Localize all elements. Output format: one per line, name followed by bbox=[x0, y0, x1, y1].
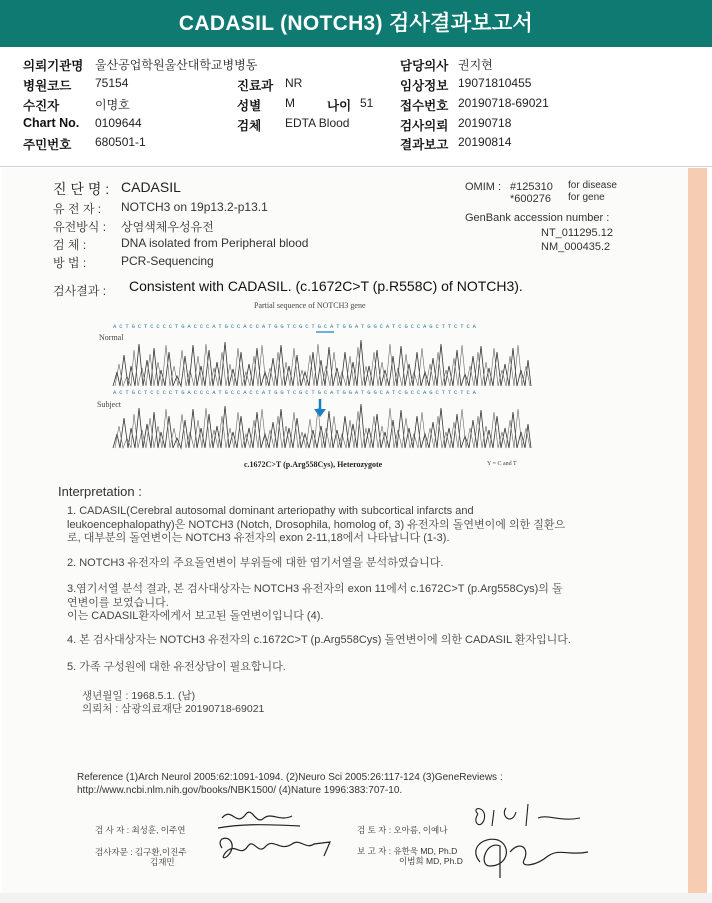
result-text: Consistent with CADASIL. (c.1672C>T (p.R558C) of NOTCH3). bbox=[129, 278, 523, 294]
omim-label: OMIM : bbox=[465, 181, 502, 193]
receipt-no-label: 접수번호 bbox=[400, 99, 449, 113]
report-date: 20190814 bbox=[458, 135, 512, 149]
interpretation-item-2: 2. NOTCH3 유전자의 주요돌연변이 부위들에 대한 염기서열을 분석하였습니다. bbox=[67, 557, 444, 569]
reporter-label-2: 이범희 MD, Ph.D bbox=[399, 856, 463, 866]
result-label: 검사결과 : bbox=[53, 284, 107, 298]
department: NR bbox=[285, 76, 303, 90]
physician: 권지현 bbox=[458, 58, 493, 72]
normal-label: Normal bbox=[99, 333, 124, 342]
interpretation-item-1-line-2: leukoencephalopathy)은 NOTCH3 (Notch, Drosophila, homolog of, 3) 유전자의 돌연변이에 의한 질환으 bbox=[67, 518, 566, 531]
referring-hospital-label: 의뢰기관명 bbox=[23, 59, 84, 73]
inheritance: 상염색체우성유전 bbox=[121, 220, 214, 234]
reference-line-2: http://www.ncbi.nlm.nih.gov/books/NBK1500/ (4)Nature 1996:383:707-10. bbox=[77, 785, 403, 796]
gene-label: 유 전 자 : bbox=[53, 202, 102, 216]
sequence-normal: A C T G C T C C C C T G A C C C A T G C C A C C A T G G T C G C T G C A T G G A T G G C A T C G C C A G C T T C T C A bbox=[113, 323, 476, 330]
subject-label: Subject bbox=[97, 400, 121, 409]
reference-line-1: Reference (1)Arch Neurol 2005:62:1091-1094. (2)Neuro Sci 2005:26:117-124 (3)GeneReviews : bbox=[77, 772, 503, 783]
diagnosis-label: 진 단 명 : bbox=[53, 181, 110, 197]
genbank-nm: NM_000435.2 bbox=[541, 241, 611, 253]
interpretation-item-4: 4. 본 검사대상자는 NOTCH3 유전자의 c.1672C>T (p.Arg558Cys) 돌연변이에 의한 CADASIL 환자입니다. bbox=[67, 634, 571, 646]
specimen-dna: DNA isolated from Peripheral blood bbox=[121, 236, 309, 250]
omim-disease-id: #125310 bbox=[510, 181, 553, 193]
sequence-subject: A C T G C T C C C C T G A C C C A T G C C A C C A T G G T C G C T G C A T G G A T G G C A T C G C C A G C T T C T C A bbox=[113, 389, 476, 396]
method-label: 방 법 : bbox=[53, 256, 87, 270]
interpretation-item-3-line-2: 연변이를 보였습니다. bbox=[67, 596, 169, 609]
chart-no-label: Chart No. bbox=[23, 116, 80, 130]
resident-no-label: 주민번호 bbox=[23, 138, 72, 152]
interpretation-heading: Interpretation : bbox=[58, 484, 142, 499]
receipt-no: 20190718-69021 bbox=[458, 96, 549, 110]
method: PCR-Sequencing bbox=[121, 254, 214, 268]
figure-caption: c.1672C>T (p.Arg558Cys), Heterozygote bbox=[244, 460, 383, 469]
omim-gene-desc: for gene bbox=[568, 192, 605, 203]
specimen: EDTA Blood bbox=[285, 116, 350, 130]
tester-label: 검 사 자 : 최성훈, 이주연 bbox=[95, 825, 186, 835]
specimen-label: 검체 bbox=[237, 119, 262, 133]
chart-no: 0109644 bbox=[95, 116, 142, 130]
references bbox=[77, 771, 557, 797]
requester: 의뢰처 : 삼광의료재단 20190718-69021 bbox=[82, 703, 265, 715]
sex: M bbox=[285, 96, 295, 110]
referring-hospital: 울산공업학원울산대학교병병동 bbox=[95, 58, 258, 72]
advisor-label-2: 김재민 bbox=[150, 857, 175, 867]
birth-date: 생년월일 : 1968.5.1. (남) bbox=[82, 690, 196, 702]
genbank-label: GenBank accession number : bbox=[465, 212, 610, 224]
request-date: 20190718 bbox=[458, 116, 512, 130]
inheritance-label: 유전방식 : bbox=[53, 220, 107, 234]
page-title: CADASIL (NOTCH3) 검사결과보고서 bbox=[0, 0, 712, 47]
omim-gene-id: *600276 bbox=[510, 193, 551, 205]
reporter-label: 보 고 자 : 유한욱 MD, Ph.D bbox=[357, 846, 458, 856]
clinical-info: 19071810455 bbox=[458, 76, 532, 90]
clinical-info-label: 임상정보 bbox=[400, 79, 449, 93]
interpretation-item-3 bbox=[67, 583, 627, 624]
age: 51 bbox=[360, 96, 374, 110]
gene: NOTCH3 on 19p13.2-p13.1 bbox=[121, 200, 268, 214]
interpretation-item-3-line-3: 이는 CADASIL환자에게서 보고된 돌연변이입니다 (4). bbox=[67, 610, 324, 622]
interpretation-item-1-line-1: 1. CADASIL(Cerebral autosomal dominant arteriopathy with subcortical infarcts and bbox=[67, 505, 474, 517]
interpretation-item-1-line-3: 로, 대부분의 돌연변이는 NOTCH3 유전자의 exon 2-11,18에서 나타납니다 (1-3). bbox=[67, 532, 450, 544]
report-date-label: 결과보고 bbox=[400, 138, 449, 152]
physician-label: 담당의사 bbox=[400, 59, 449, 73]
age-label: 나이 bbox=[327, 99, 352, 113]
advisor-label: 검사자문 : 김구환,이진주 bbox=[95, 847, 187, 857]
request-date-label: 검사의뢰 bbox=[400, 119, 449, 133]
figure-code-note: Y = C and T bbox=[487, 461, 517, 467]
hospital-code: 75154 bbox=[95, 76, 129, 90]
interpretation-item-5: 5. 가족 구성원에 대한 유전상담이 필요합니다. bbox=[67, 661, 286, 673]
normal-trace bbox=[113, 340, 531, 386]
omim-disease-desc: for disease bbox=[568, 180, 617, 191]
mutation-arrow-icon bbox=[314, 409, 326, 417]
patient-name: 이명호 bbox=[95, 98, 130, 112]
figure-title: Partial sequence of NOTCH3 gene bbox=[254, 301, 366, 310]
department-label: 진료과 bbox=[237, 79, 274, 93]
page-bottom-edge bbox=[0, 893, 712, 903]
specimen-method-label: 검 체 : bbox=[53, 238, 87, 252]
interpretation-item-1 bbox=[67, 505, 627, 546]
resident-no: 680501-1 bbox=[95, 135, 146, 149]
sex-label: 성별 bbox=[237, 99, 262, 113]
hospital-code-label: 병원코드 bbox=[23, 79, 72, 93]
interpretation-item-3-line-1: 3.염기서열 분석 결과, 본 검사대상자는 NOTCH3 유전자의 exon 11에서 c.1672C>T (p.Arg558Cys)의 돌 bbox=[67, 583, 563, 595]
genbank-nt: NT_011295.12 bbox=[541, 227, 613, 239]
reviewer-label: 검 토 자 : 오아름, 이예나 bbox=[357, 825, 448, 835]
diagnosis: CADASIL bbox=[121, 179, 181, 195]
patient-name-label: 수진자 bbox=[23, 99, 60, 113]
